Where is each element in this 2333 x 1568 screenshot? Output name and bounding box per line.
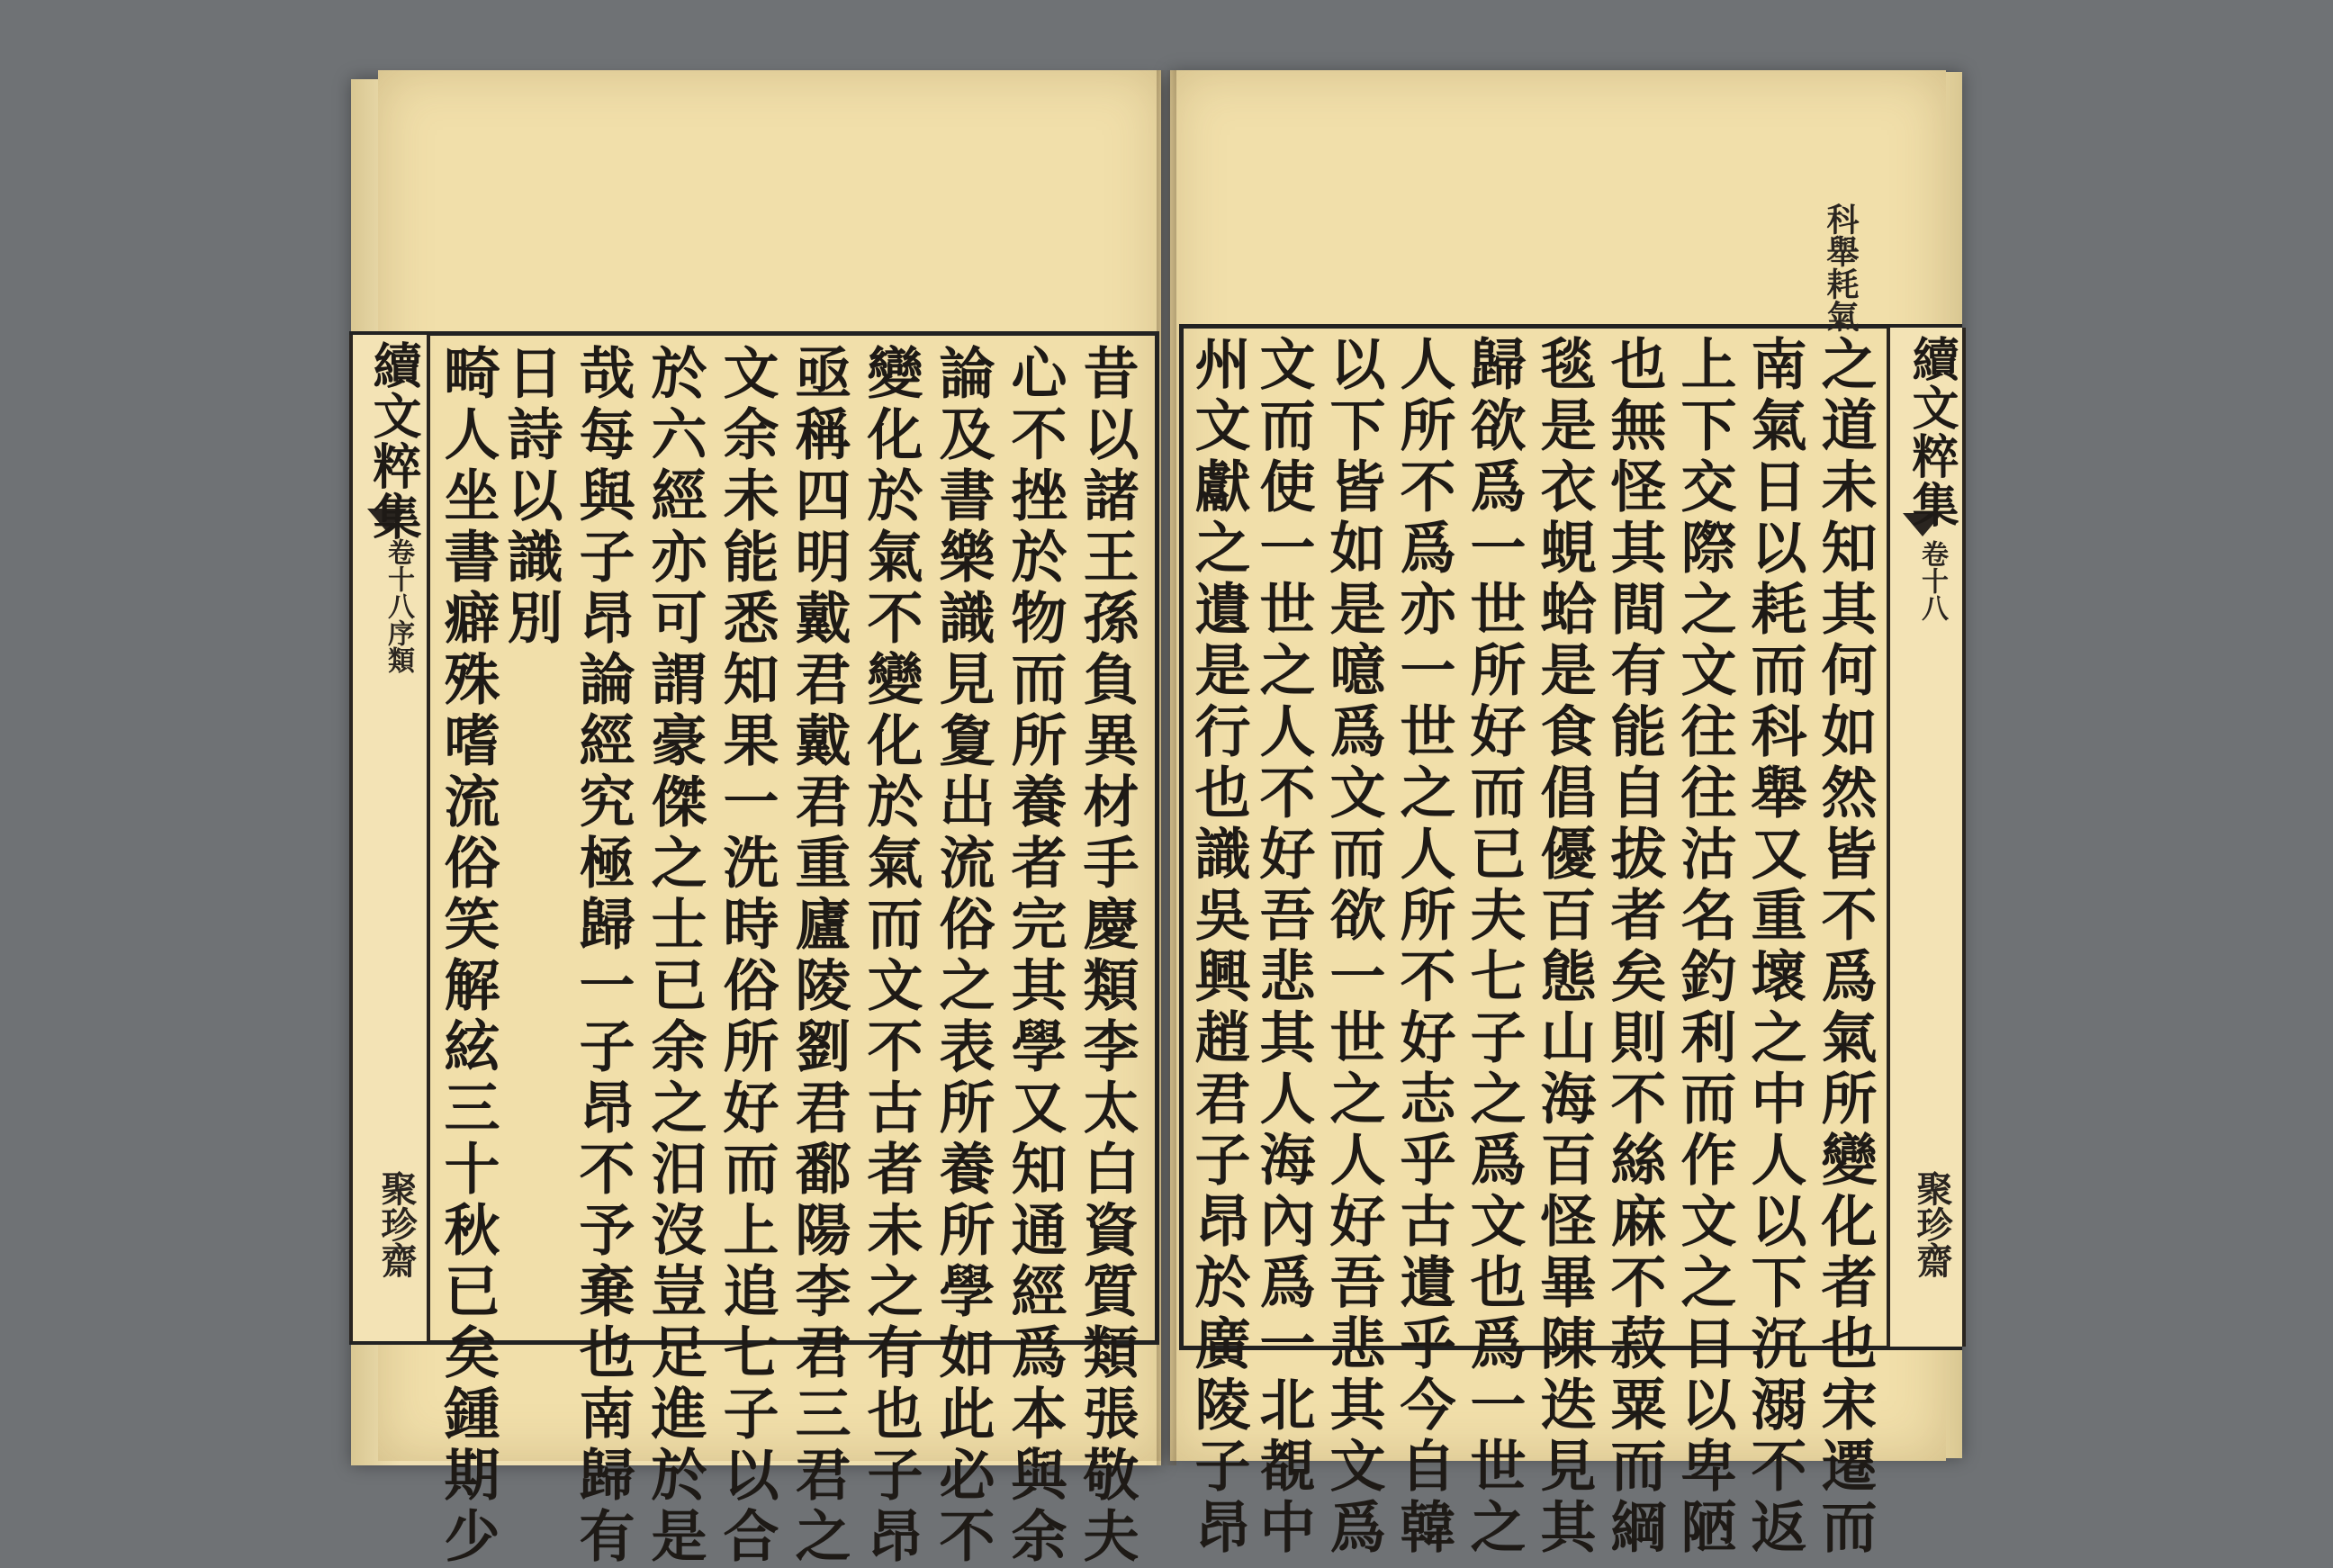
right-margin-title: 續文粹集 bbox=[1904, 335, 1959, 529]
left-column-9: 日詩以識別 bbox=[498, 344, 563, 650]
right-column-10: 州文獻之遺是行也識吳興趙君子昂於廣陵子昂 bbox=[1185, 335, 1251, 1559]
left-column-8: 哉每與子昂論經究極歸一子昂不予棄也南歸有 bbox=[570, 344, 635, 1568]
book-gutter bbox=[1157, 70, 1176, 1465]
right-column-3: 上下交際之文往往沽名釣利而作文之日以卑陋 bbox=[1671, 335, 1737, 1559]
left-column-7: 於六經亦可謂豪傑之士已余之汨沒豈足進於是 bbox=[642, 344, 707, 1568]
right-margin-subtitle: 卷十八 bbox=[1916, 540, 1948, 621]
marginal-note: 科舉耗氣 bbox=[1822, 203, 1860, 332]
right-column-9: 文而使一世之人不好吾悲其人海內爲一北覩中 bbox=[1250, 335, 1316, 1559]
right-column-7: 人所不爲亦一世之人所不好志乎古遺乎今自韓 bbox=[1391, 335, 1456, 1559]
right-column-4: 也無怪其間有能自拔者矣則不絲麻不菽粟而綱 bbox=[1601, 335, 1667, 1559]
left-column-4: 變化於氣不變化於氣而文不古者未之有也子昂 bbox=[858, 344, 923, 1568]
left-column-2: 心不挫於物而所養者完其學又知通經爲本與余 bbox=[1002, 344, 1067, 1568]
right-column-2: 南氣日以耗而科舉又重壞之中人以下沉溺不返 bbox=[1742, 335, 1807, 1559]
left-column-3: 論及書樂識見夐出流俗之表所養所學如此必不 bbox=[930, 344, 995, 1568]
right-column-6: 歸欲爲一世所好而已夫七子之爲文也爲一世之 bbox=[1461, 335, 1527, 1559]
left-margin-subtitle: 卷十八序類 bbox=[383, 538, 414, 673]
left-column-1: 昔以諸王孫負異材手慶類李太白資質類張敬夫 bbox=[1074, 344, 1139, 1568]
left-column-10: 畸人坐書癖殊嗜流俗笑解絃三十秋已矣鍾期少 bbox=[435, 344, 500, 1568]
left-column-6: 文余未能悉知果一洗時俗所好而上追七子以合 bbox=[714, 344, 779, 1568]
left-margin-title: 續文粹集 bbox=[365, 340, 423, 542]
left-column-5: 亟稱四明戴君戴君重廬陵劉君鄱陽李君三君之 bbox=[786, 344, 851, 1568]
right-column-5: 毯是衣蜆蛤是食倡優百態山海百怪畢陳迭見其 bbox=[1531, 335, 1597, 1559]
left-margin-bottom: 聚珍齋 bbox=[375, 1170, 418, 1278]
right-margin-bottom: 聚珍齋 bbox=[1911, 1170, 1953, 1278]
right-column-1: 之道未知其何如然皆不爲氣所變化者也宋遷而 bbox=[1812, 335, 1878, 1559]
right-column-8: 以下皆如是噫爲文而欲一世之人好吾悲其文爲 bbox=[1320, 335, 1386, 1559]
